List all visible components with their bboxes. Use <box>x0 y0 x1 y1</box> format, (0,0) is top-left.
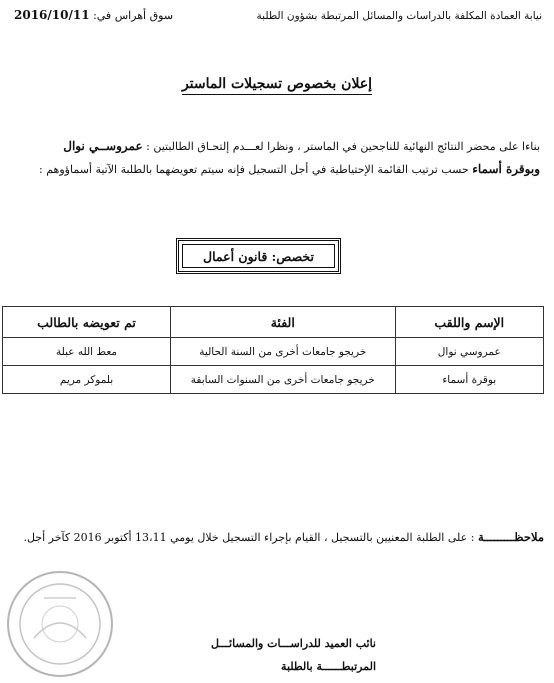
cell-name: عمروسي نوال <box>395 338 543 366</box>
note-label: ملاحظـــــــــة <box>477 530 544 544</box>
official-stamp-icon <box>4 568 116 680</box>
cell-replacement: معط الله عبلة <box>3 338 171 366</box>
title-text: إعلان بخصوص تسجيلات الماستر <box>182 76 372 95</box>
institution-header: نيابة العمادة المكلفة بالدراسات والمسائل المرتبطة بشؤون الطلبة <box>256 10 542 22</box>
header-replacement: تم تعويضه بالطالب <box>3 307 171 338</box>
table-row <box>3 366 544 394</box>
signature-line-1: نائب العميد للدراســـات والمسائـــل <box>211 637 376 650</box>
cell-category: خريجو جامعات أخرى من السنوات السابقة <box>171 366 396 394</box>
specialty-box <box>176 238 341 274</box>
table-header-row <box>3 307 544 338</box>
cell-name: بوقرة أسماء <box>395 366 543 394</box>
signature-block <box>211 632 376 678</box>
page-title <box>0 76 554 92</box>
paragraph-text-2: حسب ترتيب القائمة الإحتياطية في أجل التسجيل فإنه سيتم تعويضهما بالطلبة الآتية أسماؤوهم : <box>39 163 473 176</box>
signature-line-2: المرتبطــــــة بالطلبة <box>281 660 376 673</box>
cell-replacement: بلموكر مريم <box>3 366 171 394</box>
header-category: الفئة <box>171 307 396 338</box>
cell-category: خريجو جامعات أخرى من السنة الحالية <box>171 338 396 366</box>
paragraph-text-1: بناءا على محضر النتائج النهائية للناجحين في الماستر ، ونظرا لعـــدم إلتحـاق الطالبتين : <box>142 140 540 153</box>
date-header <box>14 8 173 22</box>
announcement-paragraph <box>10 135 540 181</box>
replacement-table <box>2 306 544 394</box>
student-name-2: وبوقرة أسماء <box>472 162 540 176</box>
place-label: سوق أهراس في: <box>93 9 174 22</box>
note-text: : على الطلبة المعنيين بالتسجيل ، القيام بإجراء التسجيل خلال يومي 13،11 أكتوبر 2016 كآخر أجل. <box>23 531 478 544</box>
specialty-label: تخصص: قانون أعمال <box>182 244 335 268</box>
table-row <box>3 338 544 366</box>
issue-date: 2016/10/11 <box>14 8 90 22</box>
student-name-1: عمروســي نوال <box>63 139 143 153</box>
header-name: الإسم واللقب <box>395 307 543 338</box>
note <box>8 530 544 544</box>
